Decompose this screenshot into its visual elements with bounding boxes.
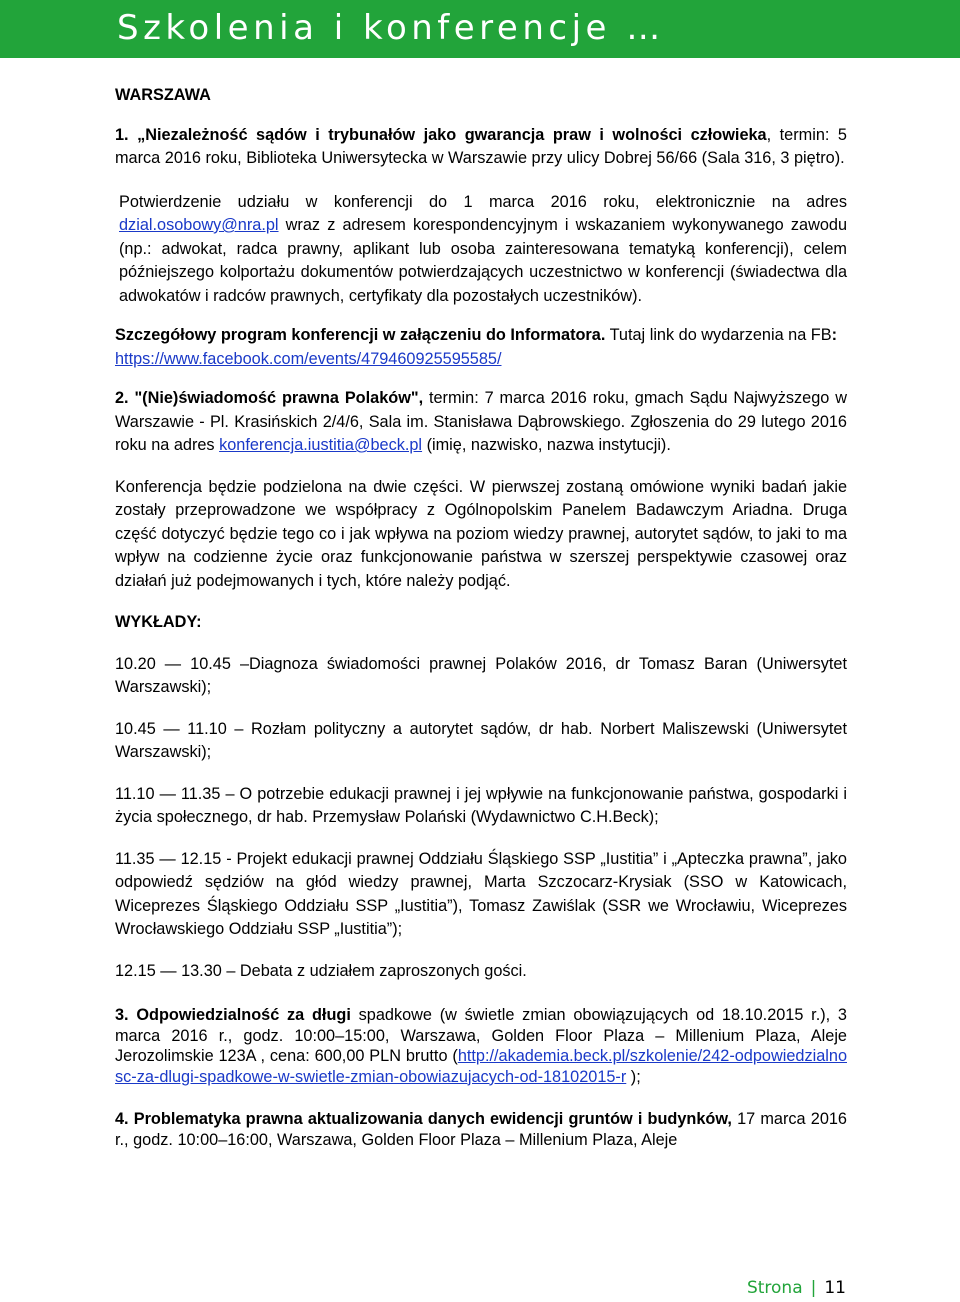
item-1-confirmation <box>115 191 847 309</box>
item-1-details: , termin: 5 marca 2016 roku, Biblioteka Uniwersytecka w Warszawie przy ulicy Dobrej 56/66 (Sala 316, 3 piętro). <box>115 125 847 167</box>
page-footer <box>747 1278 846 1298</box>
lecture-item: 10.20 — 10.45 –Diagnoza świadomości prawnej Polaków 2016, dr Tomasz Baran (Uniwersytet Warszawski); <box>115 654 847 696</box>
page-content <box>115 84 847 1151</box>
item-3-link[interactable]: http://akademia.beck.pl/szkolenie/242-odpowiedzialnosc-za-dlugi-spadkowe-w-swietle-zmian-obowiazujacych-od-18102015-r <box>115 1047 847 1086</box>
city-heading: WARSZAWA <box>115 86 211 104</box>
item-3-title: Odpowiedzialność za długi <box>136 1006 351 1024</box>
item-2-title: "(Nie)świadomość prawna Polaków", <box>134 389 424 407</box>
lecture-item: 10.45 — 11.10 – Rozłam polityczny a autorytet sądów, dr hab. Norbert Maliszewski (Uniwersytet Warszawski); <box>115 719 847 761</box>
item-1-heading <box>115 124 847 171</box>
item-1-colon: : <box>831 326 838 344</box>
item-2-description: Konferencja będzie podzielona na dwie części. W pierwszej zostaną omówione wyniki badań jakie zostały przeprowadzone we współpracy z Ogólnopolskim Panelem Badawczym Ariadna. Druga część dotyczyć będzie tego co i jak wpływa na poziom wiedzy prawnej, autorytet sądów, to jaki to ma wpływ na codzienne życie oraz funkcjonowanie państwa w szerszej perspektywie czasowej oraz działań już podejmowanych i tych, które należy podjąć. <box>115 477 847 590</box>
item-1-confirm-text: Potwierdzenie udziału w konferencji do 1 marca 2016 roku, elektronicznie na adres <box>119 192 847 211</box>
footer-label: Strona <box>746 1278 803 1298</box>
item-2-details: termin: 7 marca 2016 roku, gmach Sądu Najwyższego w Warszawie - Pl. Krasińskich 2/4/6, Sala im. Stanisława Dąbrowskiego. Zgłoszenia do 29 lutego 2016 roku na adres <box>115 389 847 454</box>
page-number: 11 <box>824 1278 846 1298</box>
item-3-number: 3. <box>115 1006 137 1024</box>
lectures-heading-text: WYKŁADY: <box>115 613 202 631</box>
item-4 <box>115 1109 847 1151</box>
item-1-fb-link[interactable]: https://www.facebook.com/events/479460925595585/ <box>115 349 502 368</box>
item-1-program-bold: Szczegółowy program konferencji w załączeniu do Informatora. <box>115 326 606 344</box>
item-2-details-post: (imię, nazwisko, nazwa instytucji). <box>422 436 671 454</box>
item-3-details-post: ); <box>626 1067 641 1086</box>
lecture-item: 12.15 — 13.30 – Debata z udziałem zaproszonych gości. <box>115 961 527 980</box>
item-1-program-text: Tutaj link do wydarzenia na FB <box>605 326 832 344</box>
item-2-number: 2. <box>115 389 135 407</box>
footer-separator: | <box>810 1278 817 1298</box>
item-1-email-link[interactable]: dzial.osobowy@nra.pl <box>119 216 279 234</box>
item-2-heading <box>115 387 847 458</box>
header-title: Szkolenia i konferencje … <box>117 8 665 48</box>
lecture-item: 11.10 — 11.35 – O potrzebie edukacji prawnej i jej wpływie na funkcjonowanie państwa, gospodarki i życia społecznego, dr hab. Przemysław Polański (Wydawnictwo C.H.Beck); <box>115 784 847 826</box>
item-1-program <box>115 324 847 371</box>
lecture-item: 11.35 — 12.15 - Projekt edukacji prawnej Oddziału Śląskiego SSP „Iustitia” i „Apteczka prawna”, jako odpowiedź sędziów na głód wiedzy prawnej, Marta Szczocarz-Krysiak (SSO w Katowicach, Wiceprezes Śląskiego Oddziału SSP „Iustitia”), Tomasz Zawiślak (SSR we Wrocławiu, Wiceprezes Wrocławskiego Oddziału SSP „Iustitia”); <box>115 849 847 938</box>
lectures-heading <box>115 611 847 635</box>
item-4-title: Problematyka prawna aktualizowania danych ewidencji gruntów i budynków, <box>133 1110 732 1128</box>
item-1-title: „Niezależność sądów i trybunałów jako gwarancja praw i wolności człowieka <box>137 125 767 144</box>
header-bar <box>0 0 960 58</box>
item-2-email-link[interactable]: konferencja.iustitia@beck.pl <box>219 436 423 454</box>
item-3 <box>115 1005 847 1087</box>
item-1-confirm-text-2: wraz z adresem korespondencyjnym i wskazaniem wykonywanego zawodu (np.: adwokat, radca prawny, aplikant lub osoba zainteresowana tematyką konferencji), celem późniejszego kolportażu dokumentów potwierdzających uczestnictwo w konferencji (świadectwa dla adwokatów i radców prawnych, certyfikaty dla pozostałych uczestników). <box>119 216 847 305</box>
item-4-number: 4. <box>115 1110 134 1128</box>
item-1-number: 1. <box>115 125 138 144</box>
item-4-details: 17 marca 2016 r., godz. 10:00–16:00, Warszawa, Golden Floor Plaza – Millenium Plaza, Aleje <box>115 1110 847 1149</box>
item-3-details: spadkowe (w świetle zmian obowiązujących od 18.10.2015 r.), 3 marca 2016 r., godz. 10:00–15:00, Warszawa, Golden Floor Plaza – Millenium Plaza, Aleje Jerozolimskie 123A , cena: 600,00 PLN brutto ( <box>115 1006 847 1065</box>
